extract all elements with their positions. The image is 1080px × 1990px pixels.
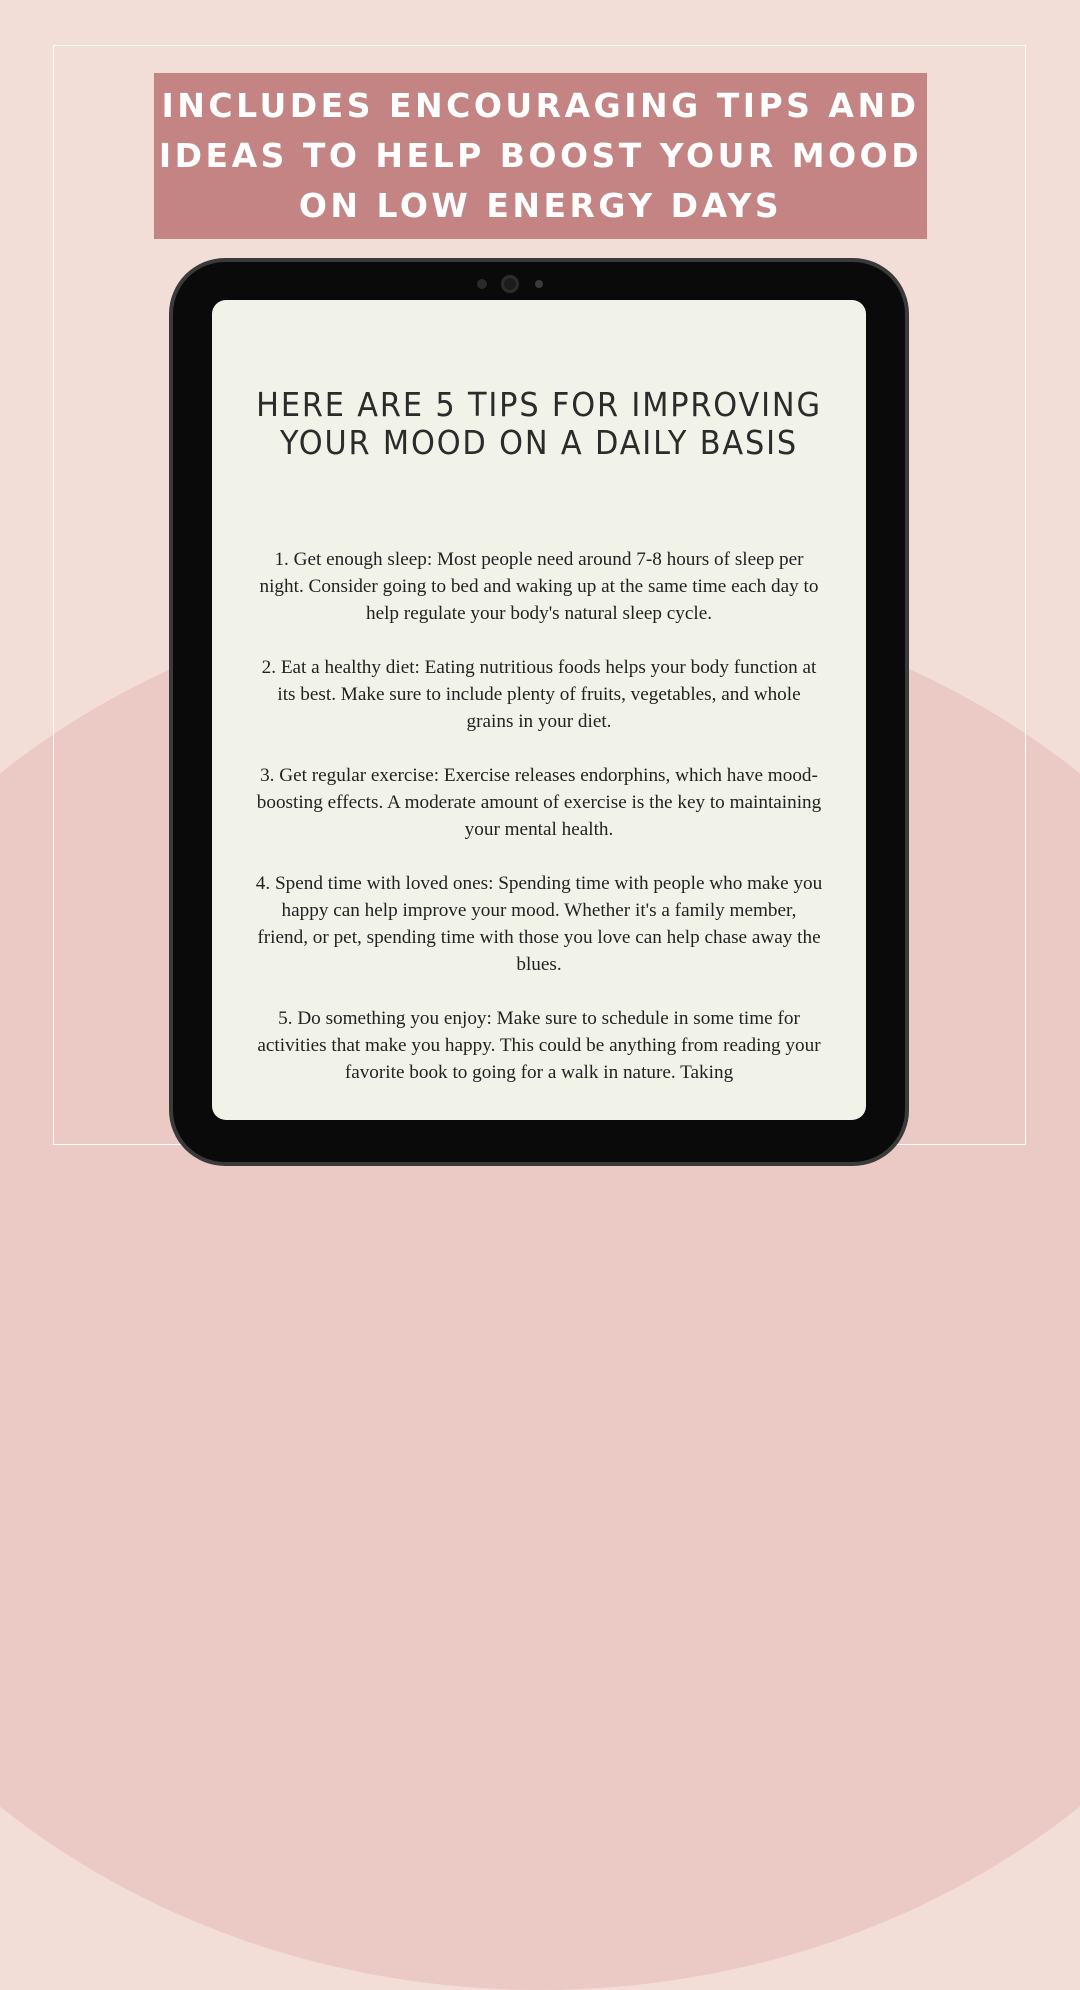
headline-banner xyxy=(154,73,927,239)
tips-list xyxy=(254,546,824,1113)
tip-item-5: 5. Do something you enjoy: Make sure to schedule in some time for activities that make you happy. This could be anything from reading your favorite book to going for a walk in nature. Taking xyxy=(257,1008,821,1083)
tip-item-1: 1. Get enough sleep: Most people need around 7-8 hours of sleep per night. Consider going to bed and waking up at the same time each day to help regulate your body's natural sleep cycle. xyxy=(259,549,819,624)
headline-text: INCLUDES ENCOURAGING TIPS AND IDEAS TO HELP BOOST YOUR MOOD ON LOW ENERGY DAYS xyxy=(158,86,923,225)
tablet-camera-icon xyxy=(501,275,519,293)
tablet-light-sensor-icon xyxy=(535,280,543,288)
tablet-sensor-icon xyxy=(477,279,487,289)
tablet-screen[interactable] xyxy=(212,300,866,1120)
tip-item-4: 4. Spend time with loved ones: Spending time with people who make you happy can help improve your mood. Whether it's a family member, friend, or pet, spending time with those you love can help chase away the blues. xyxy=(255,873,823,975)
tip-item-2: 2. Eat a healthy diet: Eating nutritious foods helps your body function at its best. Make sure to include plenty of fruits, vegetables, and whole grains in your diet. xyxy=(261,657,817,732)
tip-item-3: 3. Get regular exercise: Exercise releases endorphins, which have mood-boosting effects. A moderate amount of exercise is the key to maintaining your mental health. xyxy=(256,765,822,840)
page-title: HERE ARE 5 TIPS FOR IMPROVING YOUR MOOD ON A DAILY BASIS xyxy=(256,385,822,462)
